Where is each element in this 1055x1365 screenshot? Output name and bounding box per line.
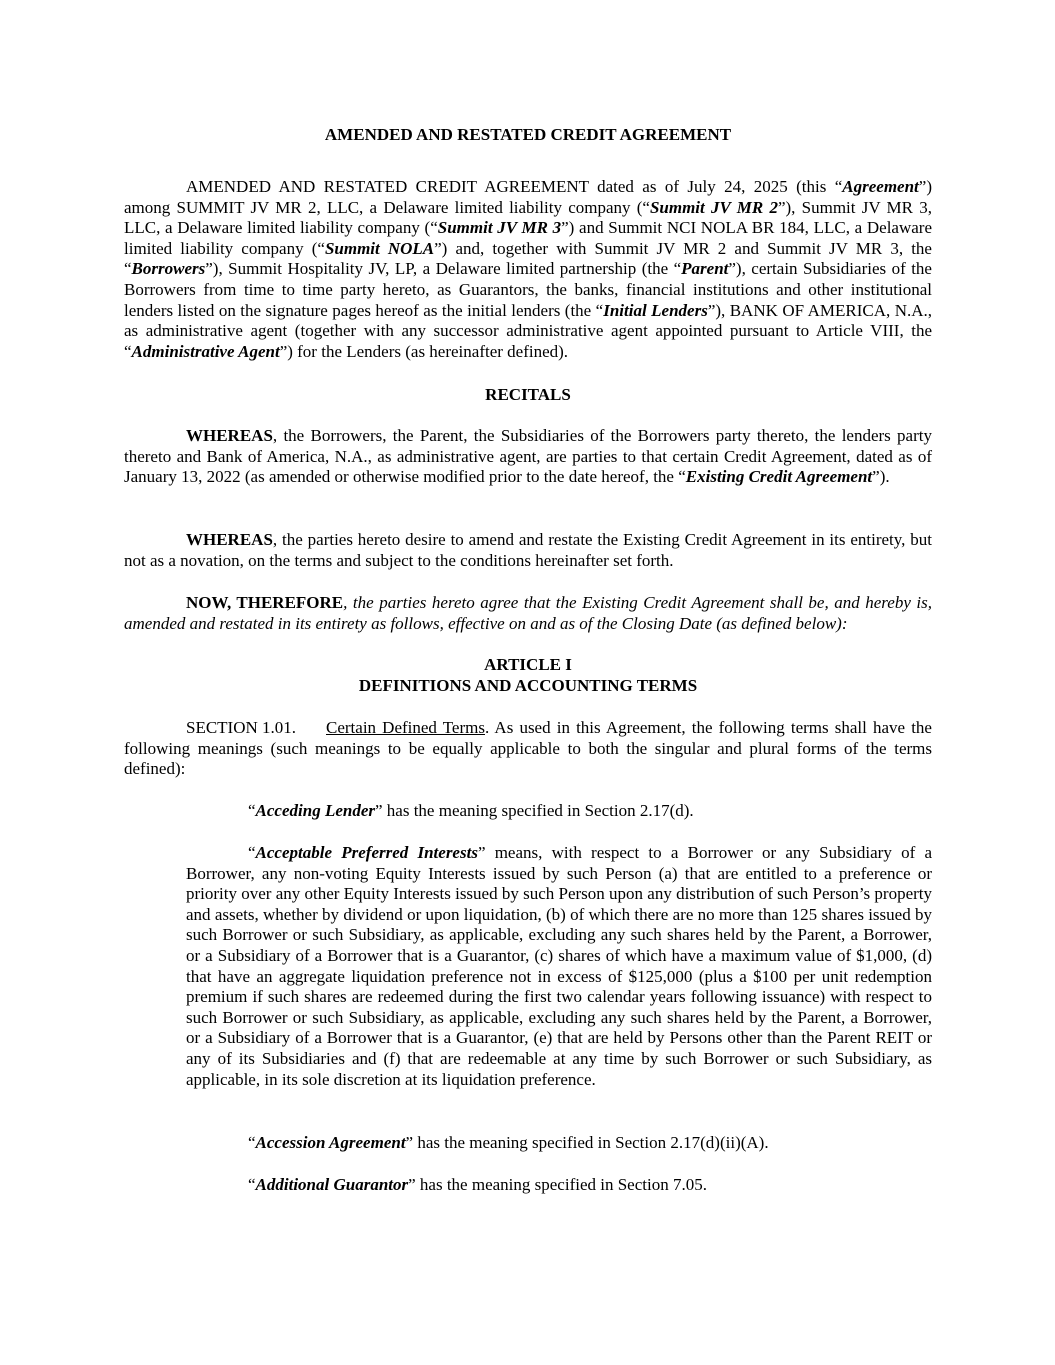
document-title: AMENDED AND RESTATED CREDIT AGREEMENT — [324, 125, 732, 144]
now-therefore-text: , the parties hereto agree that the Existing Credit Agreement shall be, and hereby is, amended and restated in its entirety as follows, effective on and as of the Closing Date (as defined below): — [124, 593, 932, 633]
defined-term: Accession Agreement — [255, 1133, 406, 1152]
whereas-paragraph-2 — [124, 530, 932, 571]
defined-term: Additional Guarantor — [255, 1175, 409, 1194]
intro-paragraph — [124, 177, 932, 362]
defined-term-initial-lenders: Initial Lenders — [603, 300, 708, 320]
definition-text: ” has the meaning specified in Section 7.05. — [408, 1175, 707, 1194]
whereas-lead: WHEREAS — [186, 530, 273, 549]
definition-text: ” has the meaning specified in Section 2.17(d). — [375, 801, 694, 820]
defined-term-summit-jv-mr-3: Summit JV MR 3 — [437, 218, 562, 238]
defined-term: Acceptable Preferred Interests — [255, 843, 478, 862]
definition-accession-agreement — [186, 1133, 932, 1154]
quote-mark: “ — [248, 1175, 256, 1194]
section-heading: Certain Defined Terms — [326, 718, 485, 737]
quote-mark: “ — [248, 843, 256, 862]
definition-text: ” has the meaning specified in Section 2.17(d)(ii)(A). — [405, 1133, 769, 1152]
whereas-paragraph-1 — [124, 426, 932, 488]
defined-term-borrowers: Borrowers — [131, 259, 206, 279]
whereas-text: , the parties hereto desire to amend and restate the Existing Credit Agreement in its entirety, but not as a novation, on the terms and subject to the conditions hereinafter set forth. — [124, 530, 932, 570]
intro-text: AMENDED AND RESTATED CREDIT AGREEMENT dated as of July 24, 2025 (this “ — [186, 177, 843, 196]
defined-term: Acceding Lender — [255, 801, 375, 820]
intro-text: ”) for the Lenders (as hereinafter defined). — [279, 341, 569, 361]
defined-term-summit-jv-mr-2: Summit JV MR 2 — [649, 197, 778, 217]
section-text: . As used in this Agreement, the following terms shall have the following meanings (such meanings to be equally applicable to both the singular and plural forms of the terms defined): — [124, 718, 932, 779]
defined-term-administrative-agent: Administrative Agent — [131, 341, 280, 361]
defined-term-existing-credit-agreement: Existing Credit Agreement — [685, 467, 873, 487]
quote-mark: “ — [248, 801, 256, 820]
intro-text: ”), Summit Hospitality JV, LP, a Delaware limited partnership (the “ — [205, 259, 682, 279]
whereas-lead: WHEREAS — [186, 426, 273, 445]
article-number: ARTICLE I — [484, 655, 572, 674]
now-therefore-lead: NOW, THEREFORE — [186, 593, 344, 612]
definition-additional-guarantor — [186, 1175, 932, 1196]
section-1-01-paragraph — [124, 718, 932, 780]
definition-acceptable-preferred-interests — [186, 843, 932, 1090]
article-title: DEFINITIONS AND ACCOUNTING TERMS — [358, 676, 698, 695]
intro-text: ”) among SUMMIT JV MR 2, LLC, a Delaware limited liability company (“ — [124, 177, 932, 217]
definition-text: ” means, with respect to a Borrower or any Subsidiary of a Borrower, any non-voting Equity Interests issued by such Person (a) that are entitled to a preference or priority over any other Equity Interests issued by such Person upon any distribution of such Person’s property and assets, whether by dividend or upon liquidation, (b) of which there are no more than 125 shares issued by such Borrower or such Subsidiary, as applicable, excluding any such shares held by the Parent, a Borrower, or a Subsidiary of a Borrower that is a Guarantor, (c) shares of which have a maximum value of $1,000, (d) that have an aggregate liquidation preference not in excess of $125,000 (plus a $100 per unit redemption premium if such shares are redeemed during the first two calendar years following issuance) with respect to such Borrower or such Subsidiary, as applicable, excluding any such shares held by the Parent, a Borrower, or a Subsidiary of a Borrower that is a Guarantor, (e) that are held by Persons other than the Parent REIT or any of its Subsidiaries and (f) that are redeemable at any time by such Borrower or such Subsidiary, as applicable, in its sole discretion at its liquidation preference. — [186, 843, 932, 1089]
intro-text: ”), Summit JV MR 3, LLC, a Delaware limited liability company (“ — [124, 197, 932, 238]
intro-text: ”) and, together with Summit JV MR 2 and Summit JV MR 3, the “ — [124, 238, 932, 279]
intro-text: ”) and Summit NCI NOLA BR 184, LLC, a Delaware limited liability company (“ — [124, 218, 932, 258]
intro-text: ”), certain Subsidiaries of the Borrowers from time to time party hereto, as Guarantors, the banks, financial institutions and other institutional lenders listed on the signature pages hereof as the initial lenders (the “ — [124, 259, 932, 320]
defined-term-parent: Parent — [681, 259, 729, 279]
definition-acceding-lender — [186, 801, 932, 822]
whereas-text: ”). — [872, 467, 890, 487]
whereas-text: , the Borrowers, the Parent, the Subsidiaries of the Borrowers party thereto, the lenders party thereto and Bank of America, N.A., as administrative agent, are parties to that certain Credit Agreement, dated as of January 13, 2022 (as amended or otherwise modified prior to the date hereof, the “ — [124, 426, 932, 487]
intro-text: ”), BANK OF AMERICA, N.A., as administrative agent (together with any successor administrative agent appointed pursuant to Article VIII, the “ — [124, 300, 932, 361]
recitals-heading: RECITALS — [485, 385, 571, 404]
now-therefore-paragraph — [124, 593, 932, 634]
section-number: SECTION 1.01. — [186, 718, 297, 737]
defined-term-summit-nola: Summit NOLA — [324, 238, 435, 258]
quote-mark: “ — [248, 1133, 256, 1152]
defined-term-agreement: Agreement — [842, 177, 919, 196]
